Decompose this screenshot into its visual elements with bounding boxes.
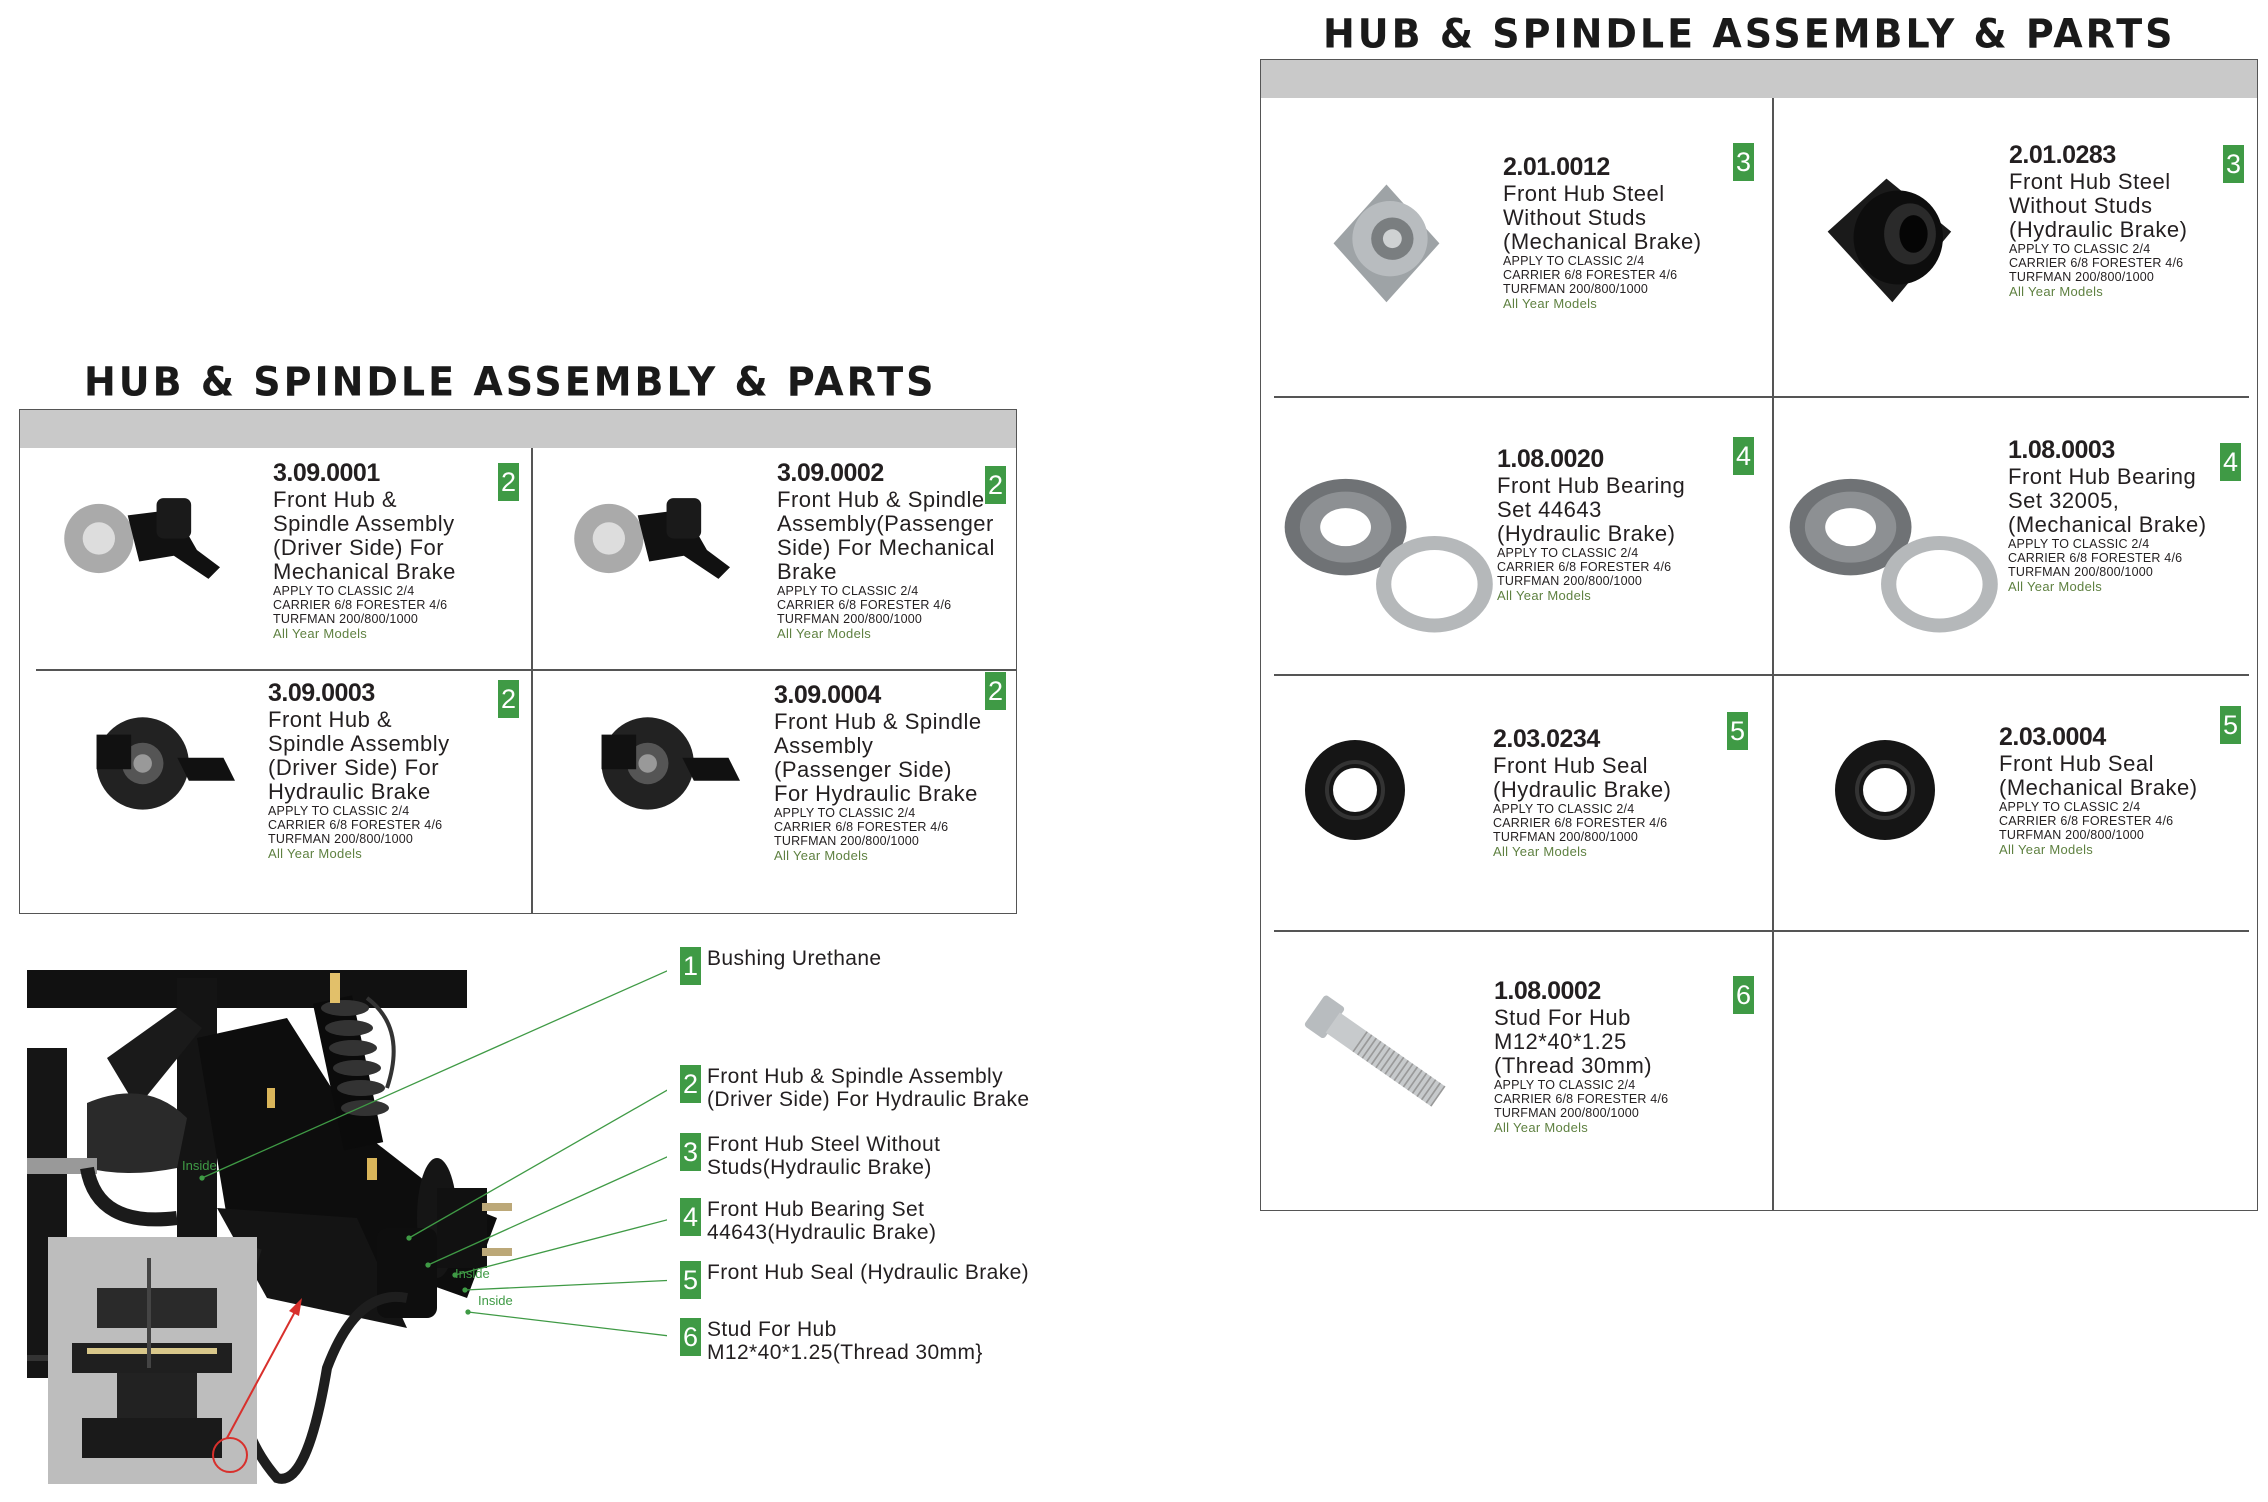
inside-label: Inside xyxy=(182,1158,217,1173)
reference-number-badge: 2 xyxy=(985,672,1006,710)
callout-text-line: 44643(Hydraulic Brake) xyxy=(707,1221,937,1244)
reference-number-badge: 6 xyxy=(1733,976,1754,1014)
callout-text xyxy=(707,1318,983,1364)
reference-number-badge: 5 xyxy=(2220,706,2241,744)
part-card xyxy=(2009,142,2187,300)
callout-text-line: (Driver Side) For Hydraulic Brake xyxy=(707,1088,1030,1111)
callout-text-line: Studs(Hydraulic Brake) xyxy=(707,1156,932,1179)
apply-to-line: CARRIER 6/8 FORESTER 4/6 xyxy=(273,597,448,612)
callout-text-line: Front Hub Steel Without xyxy=(707,1133,941,1156)
callout-1 xyxy=(680,947,882,985)
part-description-line: Assembly xyxy=(774,732,874,758)
callout-5 xyxy=(680,1261,1029,1299)
row-divider xyxy=(36,669,1016,671)
right-section-title: HUB & SPINDLE ASSEMBLY & PARTS xyxy=(1323,10,2176,58)
part-card xyxy=(1497,446,1685,604)
part-description-line: Front Hub & xyxy=(273,486,398,512)
seal-image xyxy=(1300,735,1470,865)
all-year-models: All Year Models xyxy=(268,845,363,861)
part-description-line: (Hydraulic Brake) xyxy=(2009,216,2188,242)
vehicle-inset-photo xyxy=(48,1237,257,1484)
reference-number-badge: 4 xyxy=(2220,443,2241,481)
callout-text-line: M12*40*1.25(Thread 30mm} xyxy=(707,1341,983,1364)
hub-steel-black-image xyxy=(1810,160,2010,315)
part-description-line: Set 32005, xyxy=(2008,487,2120,513)
row-divider xyxy=(1274,930,2249,932)
part-card xyxy=(777,460,995,642)
all-year-models: All Year Models xyxy=(273,625,368,641)
apply-to-line: TURFMAN 200/800/1000 xyxy=(2009,269,2155,284)
part-card xyxy=(774,682,982,864)
apply-to-line: CARRIER 6/8 FORESTER 4/6 xyxy=(777,597,952,612)
part-number: 2.01.0283 xyxy=(2009,141,2116,169)
part-description-line: Spindle Assembly xyxy=(268,730,450,756)
bearing-set-image xyxy=(1785,470,2005,635)
all-year-models: All Year Models xyxy=(1493,843,1588,859)
apply-to-line: TURFMAN 200/800/1000 xyxy=(1503,281,1649,296)
part-card xyxy=(2008,437,2207,595)
part-description-line: (Passenger Side) xyxy=(774,756,952,782)
callout-text-line: Bushing Urethane xyxy=(707,947,882,970)
reference-number-badge: 2 xyxy=(498,463,519,501)
apply-to-line: APPLY TO CLASSIC 2/4 xyxy=(2008,536,2150,551)
part-card xyxy=(1494,978,1668,1136)
apply-to-line: CARRIER 6/8 FORESTER 4/6 xyxy=(774,819,949,834)
apply-to-line: APPLY TO CLASSIC 2/4 xyxy=(1999,799,2141,814)
column-divider xyxy=(531,448,533,913)
apply-to-line: TURFMAN 200/800/1000 xyxy=(268,831,414,846)
apply-to-line: TURFMAN 200/800/1000 xyxy=(1497,573,1643,588)
all-year-models: All Year Models xyxy=(2008,578,2103,594)
callout-number-badge: 6 xyxy=(680,1318,701,1356)
reference-number-badge: 5 xyxy=(1727,712,1748,750)
part-description-line: Spindle Assembly xyxy=(273,510,455,536)
part-description-line: (Driver Side) For xyxy=(268,754,440,780)
apply-to-line: TURFMAN 200/800/1000 xyxy=(777,611,923,626)
hub-steel-silver-image xyxy=(1310,160,1510,315)
row-divider xyxy=(1274,396,2249,398)
inside-label: Inside xyxy=(455,1266,490,1281)
part-card xyxy=(1493,726,1671,860)
apply-to-line: APPLY TO CLASSIC 2/4 xyxy=(1494,1077,1636,1092)
callout-number-badge: 2 xyxy=(680,1065,701,1103)
part-number: 2.03.0234 xyxy=(1493,725,1600,753)
apply-to-line: TURFMAN 200/800/1000 xyxy=(273,611,419,626)
all-year-models: All Year Models xyxy=(1497,587,1592,603)
part-number: 2.03.0004 xyxy=(1999,723,2106,751)
part-number: 3.09.0001 xyxy=(273,459,380,487)
part-number: 1.08.0003 xyxy=(2008,436,2115,464)
part-description-line: Front Hub Steel xyxy=(2009,168,2171,194)
part-card xyxy=(273,460,456,642)
apply-to-line: CARRIER 6/8 FORESTER 4/6 xyxy=(1503,267,1678,282)
callout-4 xyxy=(680,1198,936,1244)
part-description-line: Front Hub & xyxy=(268,706,393,732)
part-number: 3.09.0002 xyxy=(777,459,884,487)
part-description-line: Front Hub Seal xyxy=(1999,750,2154,776)
part-number: 2.01.0012 xyxy=(1503,153,1610,181)
apply-to-line: TURFMAN 200/800/1000 xyxy=(1493,829,1639,844)
part-number: 1.08.0020 xyxy=(1497,445,1604,473)
hub-spindle-hydraulic-image xyxy=(565,700,765,850)
part-card xyxy=(1503,154,1702,312)
apply-to-line: APPLY TO CLASSIC 2/4 xyxy=(777,583,919,598)
reference-number-badge: 2 xyxy=(498,680,519,718)
apply-to-line: CARRIER 6/8 FORESTER 4/6 xyxy=(2009,255,2184,270)
callout-text-line: Front Hub Bearing Set xyxy=(707,1198,925,1221)
apply-to-line: APPLY TO CLASSIC 2/4 xyxy=(1493,801,1635,816)
part-description-line: (Hydraulic Brake) xyxy=(1493,776,1672,802)
part-card xyxy=(1999,724,2198,858)
callout-number-badge: 4 xyxy=(680,1198,701,1236)
callout-number-badge: 1 xyxy=(680,947,701,985)
reference-number-badge: 3 xyxy=(2223,145,2244,183)
callout-text xyxy=(707,1261,1029,1284)
part-description-line: (Mechanical Brake) xyxy=(1503,228,1702,254)
stud-image xyxy=(1290,990,1480,1135)
apply-to-line: APPLY TO CLASSIC 2/4 xyxy=(1497,545,1639,560)
part-description-line: Front Hub Bearing xyxy=(1497,472,1686,498)
part-description-line: Hydraulic Brake xyxy=(268,778,431,804)
part-description-line: (Hydraulic Brake) xyxy=(1497,520,1676,546)
column-divider xyxy=(1772,98,1774,1210)
hub-spindle-hydraulic-image xyxy=(60,700,260,850)
callout-text xyxy=(707,1198,936,1244)
part-description-line: Side) For Mechanical xyxy=(777,534,995,560)
row-divider xyxy=(1274,674,2249,676)
suspension-photo xyxy=(27,968,667,1488)
all-year-models: All Year Models xyxy=(774,847,869,863)
table-header-band xyxy=(1261,60,2257,98)
part-description-line: (Driver Side) For xyxy=(273,534,445,560)
apply-to-line: TURFMAN 200/800/1000 xyxy=(1494,1105,1640,1120)
part-description-line: Without Studs xyxy=(2009,192,2153,218)
part-description-line: Without Studs xyxy=(1503,204,1647,230)
bearing-set-image xyxy=(1280,470,1500,635)
seal-image xyxy=(1830,735,2000,865)
hub-spindle-mechanical-image xyxy=(555,475,755,625)
apply-to-line: CARRIER 6/8 FORESTER 4/6 xyxy=(268,817,443,832)
part-description-line: Front Hub & Spindle xyxy=(774,708,982,734)
part-description-line: (Mechanical Brake) xyxy=(1999,774,2198,800)
table-header-band xyxy=(20,410,1016,448)
callout-2 xyxy=(680,1065,1029,1111)
apply-to-line: CARRIER 6/8 FORESTER 4/6 xyxy=(2008,550,2183,565)
all-year-models: All Year Models xyxy=(2009,283,2104,299)
apply-to-line: TURFMAN 200/800/1000 xyxy=(774,833,920,848)
apply-to-line: APPLY TO CLASSIC 2/4 xyxy=(268,803,410,818)
reference-number-badge: 4 xyxy=(1733,437,1754,475)
inside-label: Inside xyxy=(478,1293,513,1308)
part-description-line: Set 44643 xyxy=(1497,496,1602,522)
apply-to-line: TURFMAN 200/800/1000 xyxy=(1999,827,2145,842)
part-description-line: For Hydraulic Brake xyxy=(774,780,978,806)
apply-to-line: CARRIER 6/8 FORESTER 4/6 xyxy=(1494,1091,1669,1106)
apply-to-line: APPLY TO CLASSIC 2/4 xyxy=(273,583,415,598)
callout-number-badge: 3 xyxy=(680,1133,701,1171)
part-description-line: Mechanical Brake xyxy=(273,558,456,584)
part-description-line: Front Hub Bearing xyxy=(2008,463,2197,489)
part-number: 1.08.0002 xyxy=(1494,977,1601,1005)
apply-to-line: APPLY TO CLASSIC 2/4 xyxy=(2009,241,2151,256)
all-year-models: All Year Models xyxy=(777,625,872,641)
part-description-line: (Mechanical Brake) xyxy=(2008,511,2207,537)
all-year-models: All Year Models xyxy=(1503,295,1598,311)
apply-to-line: APPLY TO CLASSIC 2/4 xyxy=(774,805,916,820)
reference-number-badge: 2 xyxy=(985,466,1006,504)
reference-number-badge: 3 xyxy=(1733,143,1754,181)
part-number: 3.09.0004 xyxy=(774,681,881,709)
callout-text-line: Front Hub Seal (Hydraulic Brake) xyxy=(707,1261,1030,1284)
callout-text xyxy=(707,947,882,970)
callout-6 xyxy=(680,1318,983,1364)
part-number: 3.09.0003 xyxy=(268,679,375,707)
part-description-line: (Thread 30mm) xyxy=(1494,1052,1653,1078)
part-description-line: Front Hub Seal xyxy=(1493,752,1648,778)
part-card xyxy=(268,680,450,862)
callout-text xyxy=(707,1065,1029,1111)
callout-text-line: Stud For Hub xyxy=(707,1318,837,1341)
part-description-line: Front Hub & Spindle xyxy=(777,486,985,512)
left-section-title: HUB & SPINDLE ASSEMBLY & PARTS xyxy=(84,358,937,406)
part-description-line: Front Hub Steel xyxy=(1503,180,1665,206)
all-year-models: All Year Models xyxy=(1494,1119,1589,1135)
part-description-line: Assembly(Passenger xyxy=(777,510,994,536)
hub-spindle-mechanical-image xyxy=(45,475,245,625)
apply-to-line: CARRIER 6/8 FORESTER 4/6 xyxy=(1497,559,1672,574)
callout-text xyxy=(707,1133,940,1179)
all-year-models: All Year Models xyxy=(1999,841,2094,857)
callout-text-line: Front Hub & Spindle Assembly xyxy=(707,1065,1004,1088)
callout-number-badge: 5 xyxy=(680,1261,701,1299)
callout-3 xyxy=(680,1133,940,1179)
part-description-line: Stud For Hub xyxy=(1494,1004,1631,1030)
apply-to-line: CARRIER 6/8 FORESTER 4/6 xyxy=(1999,813,2174,828)
part-description-line: M12*40*1.25 xyxy=(1494,1028,1627,1054)
apply-to-line: CARRIER 6/8 FORESTER 4/6 xyxy=(1493,815,1668,830)
apply-to-line: APPLY TO CLASSIC 2/4 xyxy=(1503,253,1645,268)
apply-to-line: TURFMAN 200/800/1000 xyxy=(2008,564,2154,579)
part-description-line: Brake xyxy=(777,558,837,584)
